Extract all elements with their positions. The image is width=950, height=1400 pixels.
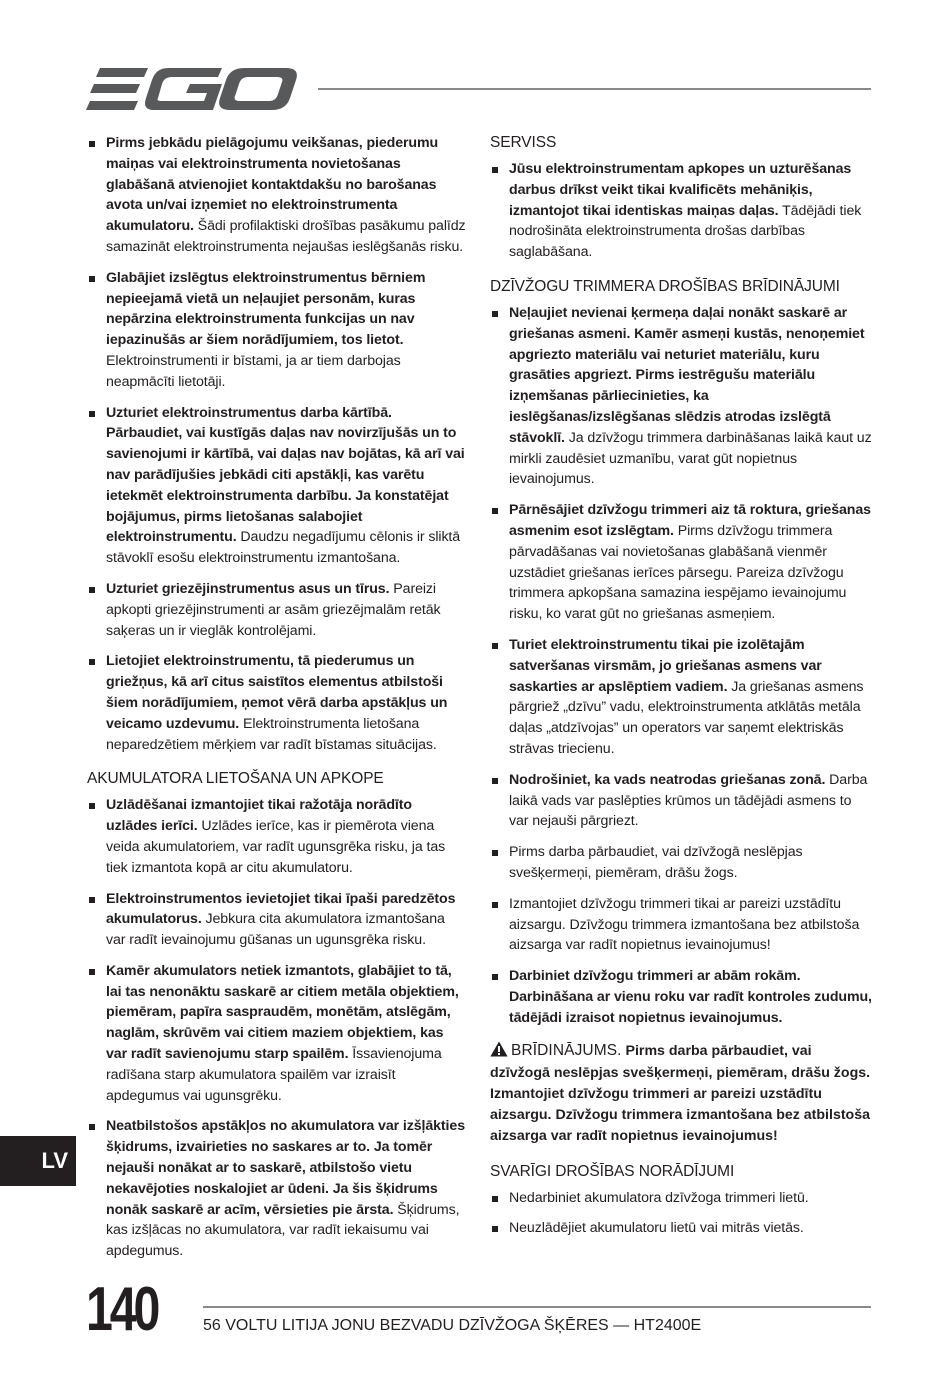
- section-title-important: SVARĪGI DROŠĪBAS NORĀDĪJUMI: [490, 1162, 735, 1180]
- item-text: Īssavienojuma radīšana starp akumulatora spailēm var izraisīt apdegumus vai ugunsgrēku.: [106, 1046, 442, 1104]
- item-bold-text: Neatbilstošos apstākļos no akumulatora var izšļākties šķidrums, izvairieties no saskares ar to. Ja tomēr nejauši nonākat ar to saskarē, atbilstošo vietu nekavējoties noskalojiet ar ūdeni. Ja šis šķidrums nonāk saskarē ar acīm, vērsieties pie ārsta.: [106, 1118, 465, 1218]
- item-text: Jebkura cita akumulatora izmantošana var radīt ievainojumu gūšanas un ugunsgrēka risku.: [106, 911, 445, 949]
- list-item: [87, 795, 467, 878]
- item-text: Šķidrums, kas izšļācas no akumulatora, var radīt iekaisumu vai apdegumus.: [106, 1201, 460, 1260]
- list-item: [490, 842, 872, 884]
- bullet-icon: [492, 1196, 498, 1202]
- list-item: [87, 961, 467, 1107]
- list-item: [490, 1218, 872, 1239]
- warning-triangle-icon: [490, 1041, 508, 1057]
- item-text: Pirms dzīvžogu trimmera pārvadāšanas vai novietošanas glabāšanā vienmēr uzstādiet griešanas ierīces pārsegu. Pareiza dzīvžogu trimmera apkopšana samazina iespējamo ievainojumu risku, ko varat gūt no griešanas asmeņiem.: [509, 522, 847, 623]
- language-tab: LV: [0, 1136, 76, 1186]
- warning-block: [490, 1040, 872, 1147]
- bullet-icon: [89, 659, 95, 665]
- list-item: [490, 894, 872, 956]
- list-item: [87, 403, 467, 569]
- bullet-icon: [492, 167, 498, 173]
- list-item: [87, 133, 467, 258]
- section-title-battery: AKUMULATORA LIETOŠANA UN APKOPE: [87, 770, 384, 788]
- bullet-icon: [89, 803, 95, 809]
- bullet-icon: [492, 902, 498, 908]
- bullet-icon: [492, 778, 498, 784]
- item-bold-text: Uzlādēšanai izmantojiet tikai ražotāja norādīto uzlādes ierīci.: [106, 797, 412, 835]
- list-item: [87, 651, 467, 755]
- item-text: Ja dzīvžogu trimmera darbināšanas laikā kaut uz mirkli zaudēsiet uzmanību, varat gūt nopietnus ievainojumus.: [509, 429, 872, 488]
- item-bold-text: Uzturiet griezējinstrumentus asus un tīrus.: [106, 580, 390, 597]
- item-bold-text: Turiet elektroinstrumentu tikai pie izolētajām satveršanas virsmām, jo griešanas asmens var saskarties ar apslēptiem vadiem.: [509, 636, 822, 695]
- bullet-icon: [89, 1124, 95, 1130]
- bullet-icon: [89, 897, 95, 903]
- bullet-icon: [492, 850, 498, 856]
- bullet-icon: [89, 411, 95, 417]
- item-text: Elektroinstrumenti ir bīstami, ja ar tiem darbojas neapmācīti lietotāji.: [106, 352, 401, 390]
- list-item: [87, 889, 467, 951]
- right-column: [490, 133, 872, 1249]
- item-text: Neuzlādējiet akumulatoru lietū vai mitrās vietās.: [509, 1220, 804, 1237]
- section-title-trimmer: DZĪVŽOGU TRIMMERA DROŠĪBAS BRĪDINĀJUMI: [490, 277, 840, 295]
- list-item: [490, 770, 872, 832]
- header-rule: [318, 88, 871, 90]
- footer-rule: [203, 1306, 871, 1308]
- list-item: [87, 579, 467, 641]
- item-bold-text: Neļaujiet nevienai ķermeņa daļai nonākt saskarē ar griešanas asmeni. Kamēr asmeņi kustās, nenoņemiet apgriezto materiālu vai neturiet materiālu, kuru grasāties apgriezt. Pirms iestrēgušu materiālu izņemšanas pārliecinieties, ka ieslēgšanas/izslēgšanas slēdzis atrodas izslēgtā stāvoklī.: [509, 304, 865, 446]
- item-text: Uzlādes ierīce, kas ir piemērota viena veida akumulatoriem, var radīt ugunsgrēka risku, ja tas tiek izmantota kopā ar citu akumulatoru.: [106, 818, 446, 876]
- list-item: [87, 268, 467, 393]
- item-text: Pirms darba pārbaudiet, vai dzīvžogā neslēpjas svešķermeņi, piemēram, drāšu žogs.: [509, 844, 803, 881]
- item-bold-text: Lietojiet elektroinstrumentu, tā piederumus un griežņus, kā arī citus saistītos elementus atbilstoši šiem norādījumiem, ņemot vērā darba apstākļus un veicamo uzdevumu.: [106, 653, 448, 732]
- item-text: Šādi profilaktiski drošības pasākumu palīdz samazināt elektroinstrumenta nejaušas ieslēgšanās risku.: [106, 218, 466, 255]
- item-text: Daudzu negadījumu cēlonis ir sliktā stāvoklī esošu elektroinstrumentu izmantošana.: [106, 529, 461, 567]
- item-text: Nedarbiniet akumulatora dzīvžoga trimmeri lietū.: [509, 1189, 809, 1206]
- item-text: Pareizi apkopti griezējinstrumenti ar asām griezējmalām retāk saķeras un ir vieglāk kontrolējami.: [106, 580, 441, 639]
- item-bold-text: Uzturiet elektroinstrumentus darba kārtībā. Pārbaudiet, vai kustīgās daļas nav novirzījušās un to savienojumi ir kārtībā, vai daļas nav bojātas, kā arī vai nav parādījušies jebkādi citi apstākļi, kas varētu ietekmēt elektroinstrumenta darbību. Ja konstatējat bojājumus, pirms lietošanas salabojiet elektroinstrumentu.: [106, 404, 465, 546]
- item-text: Elektroinstrumenta lietošana neparedzētiem mērķiem var radīt bīstamas situācijas.: [106, 715, 437, 753]
- warning-title: BRĪDINĀJUMS.: [511, 1042, 622, 1060]
- item-bold-text: Pārnēsājiet dzīvžogu trimmeri aiz tā roktura, griešanas asmenim esot izslēgtam.: [509, 502, 871, 539]
- bullet-icon: [492, 508, 498, 514]
- item-bold-text: Elektroinstrumentos ievietojiet tikai īpaši paredzētos akumulatorus.: [106, 890, 456, 928]
- list-item: [490, 159, 872, 263]
- list-item: [490, 966, 872, 1028]
- item-text: Ja griešanas asmens pārgriež „dzīvu” vadu, elektroinstrumenta atklātās metāla daļas „atdzīvojas” un operators var saņemt elektriskās strāvas triecienu.: [509, 678, 864, 757]
- list-item: [490, 1188, 872, 1209]
- product-title: 56 VOLTU LITIJA JONU BEZVADU DZĪVŽOGA ŠĶĒRES — HT2400E: [203, 1317, 702, 1334]
- item-bold-text: Pirms jebkādu pielāgojumu veikšanas, piederumu maiņas vai elektroinstrumenta novietošanas glabāšanā atvienojiet kontaktdakšu no barošanas avota un/vai izņemiet no elektroinstrumenta akumulatoru.: [106, 135, 439, 235]
- bullet-icon: [492, 643, 498, 649]
- bullet-icon: [89, 141, 95, 147]
- item-bold-text: Glabājiet izslēgtus elektroinstrumentus bērniem nepieejamā vietā un neļaujiet personām, kuras nepārzina elektroinstrumenta funkcijas un nav iepazinušās ar šiem norādījumiem, tos lietot.: [106, 269, 426, 349]
- list-item: [490, 635, 872, 760]
- bullet-icon: [89, 587, 95, 593]
- warning-text: Pirms darba pārbaudiet, vai dzīvžogā neslēpjas svešķermeņi, piemēram, drāšu žogs. Izmantojiet dzīvžogu trimmeri ar pareizi uzstādītu aizsargu. Dzīvžogu trimmera izmantošana bez atbilstoša aizsarga var radīt nopietnus ievainojumus!: [490, 1043, 871, 1145]
- item-bold-text: Jūsu elektroinstrumentam apkopes un uzturēšanas darbus drīkst veikt tikai kvalificēts mehāniķis, izmantojot tikai identiskas maiņas daļas.: [509, 161, 852, 219]
- list-item: [490, 500, 872, 625]
- left-column: [87, 133, 467, 1272]
- item-text: Izmantojiet dzīvžogu trimmeri tikai ar pareizi uzstādītu aizsargu. Dzīvžogu trimmera izmantošana bez atbilstoša aizsarga var radīt nopietnus ievainojumus!: [509, 895, 860, 954]
- bullet-icon: [492, 311, 498, 317]
- item-text: Darba laikā vads var paslēpties krūmos un tādējādi asmens to var nejauši pārgriezt.: [509, 771, 868, 830]
- list-item: [490, 303, 872, 490]
- item-bold-text: Kamēr akumulators netiek izmantots, glabājiet to tā, lai tas nenonāktu saskarē ar citiem metāla objektiem, piemēram, papīra saspraudēm, monētām, atslēgām, naglām, skrūvēm vai citiem maziem objektiem, kas var radīt savienojumu starp spailēm.: [106, 962, 459, 1063]
- item-text: Tādējādi tiek nodrošināta elektroinstrumenta drošas darbības saglabāšana.: [509, 202, 862, 261]
- bullet-icon: [89, 276, 95, 282]
- section-title-service: SERVISS: [490, 134, 557, 151]
- bullet-icon: [492, 974, 498, 980]
- bullet-icon: [492, 1226, 498, 1232]
- page-number: 140: [86, 1275, 158, 1344]
- ego-logo: [86, 66, 298, 112]
- item-bold-text: Nodrošiniet, ka vads neatrodas griešanas zonā.: [509, 771, 826, 788]
- item-bold-text: Darbiniet dzīvžogu trimmeri ar abām rokām. Darbināšana ar vienu roku var radīt kontroles zudumu, tādējādi izraisot nopietnus ievainojumus.: [509, 968, 872, 1026]
- bullet-icon: [89, 969, 95, 975]
- list-item: [87, 1116, 467, 1262]
